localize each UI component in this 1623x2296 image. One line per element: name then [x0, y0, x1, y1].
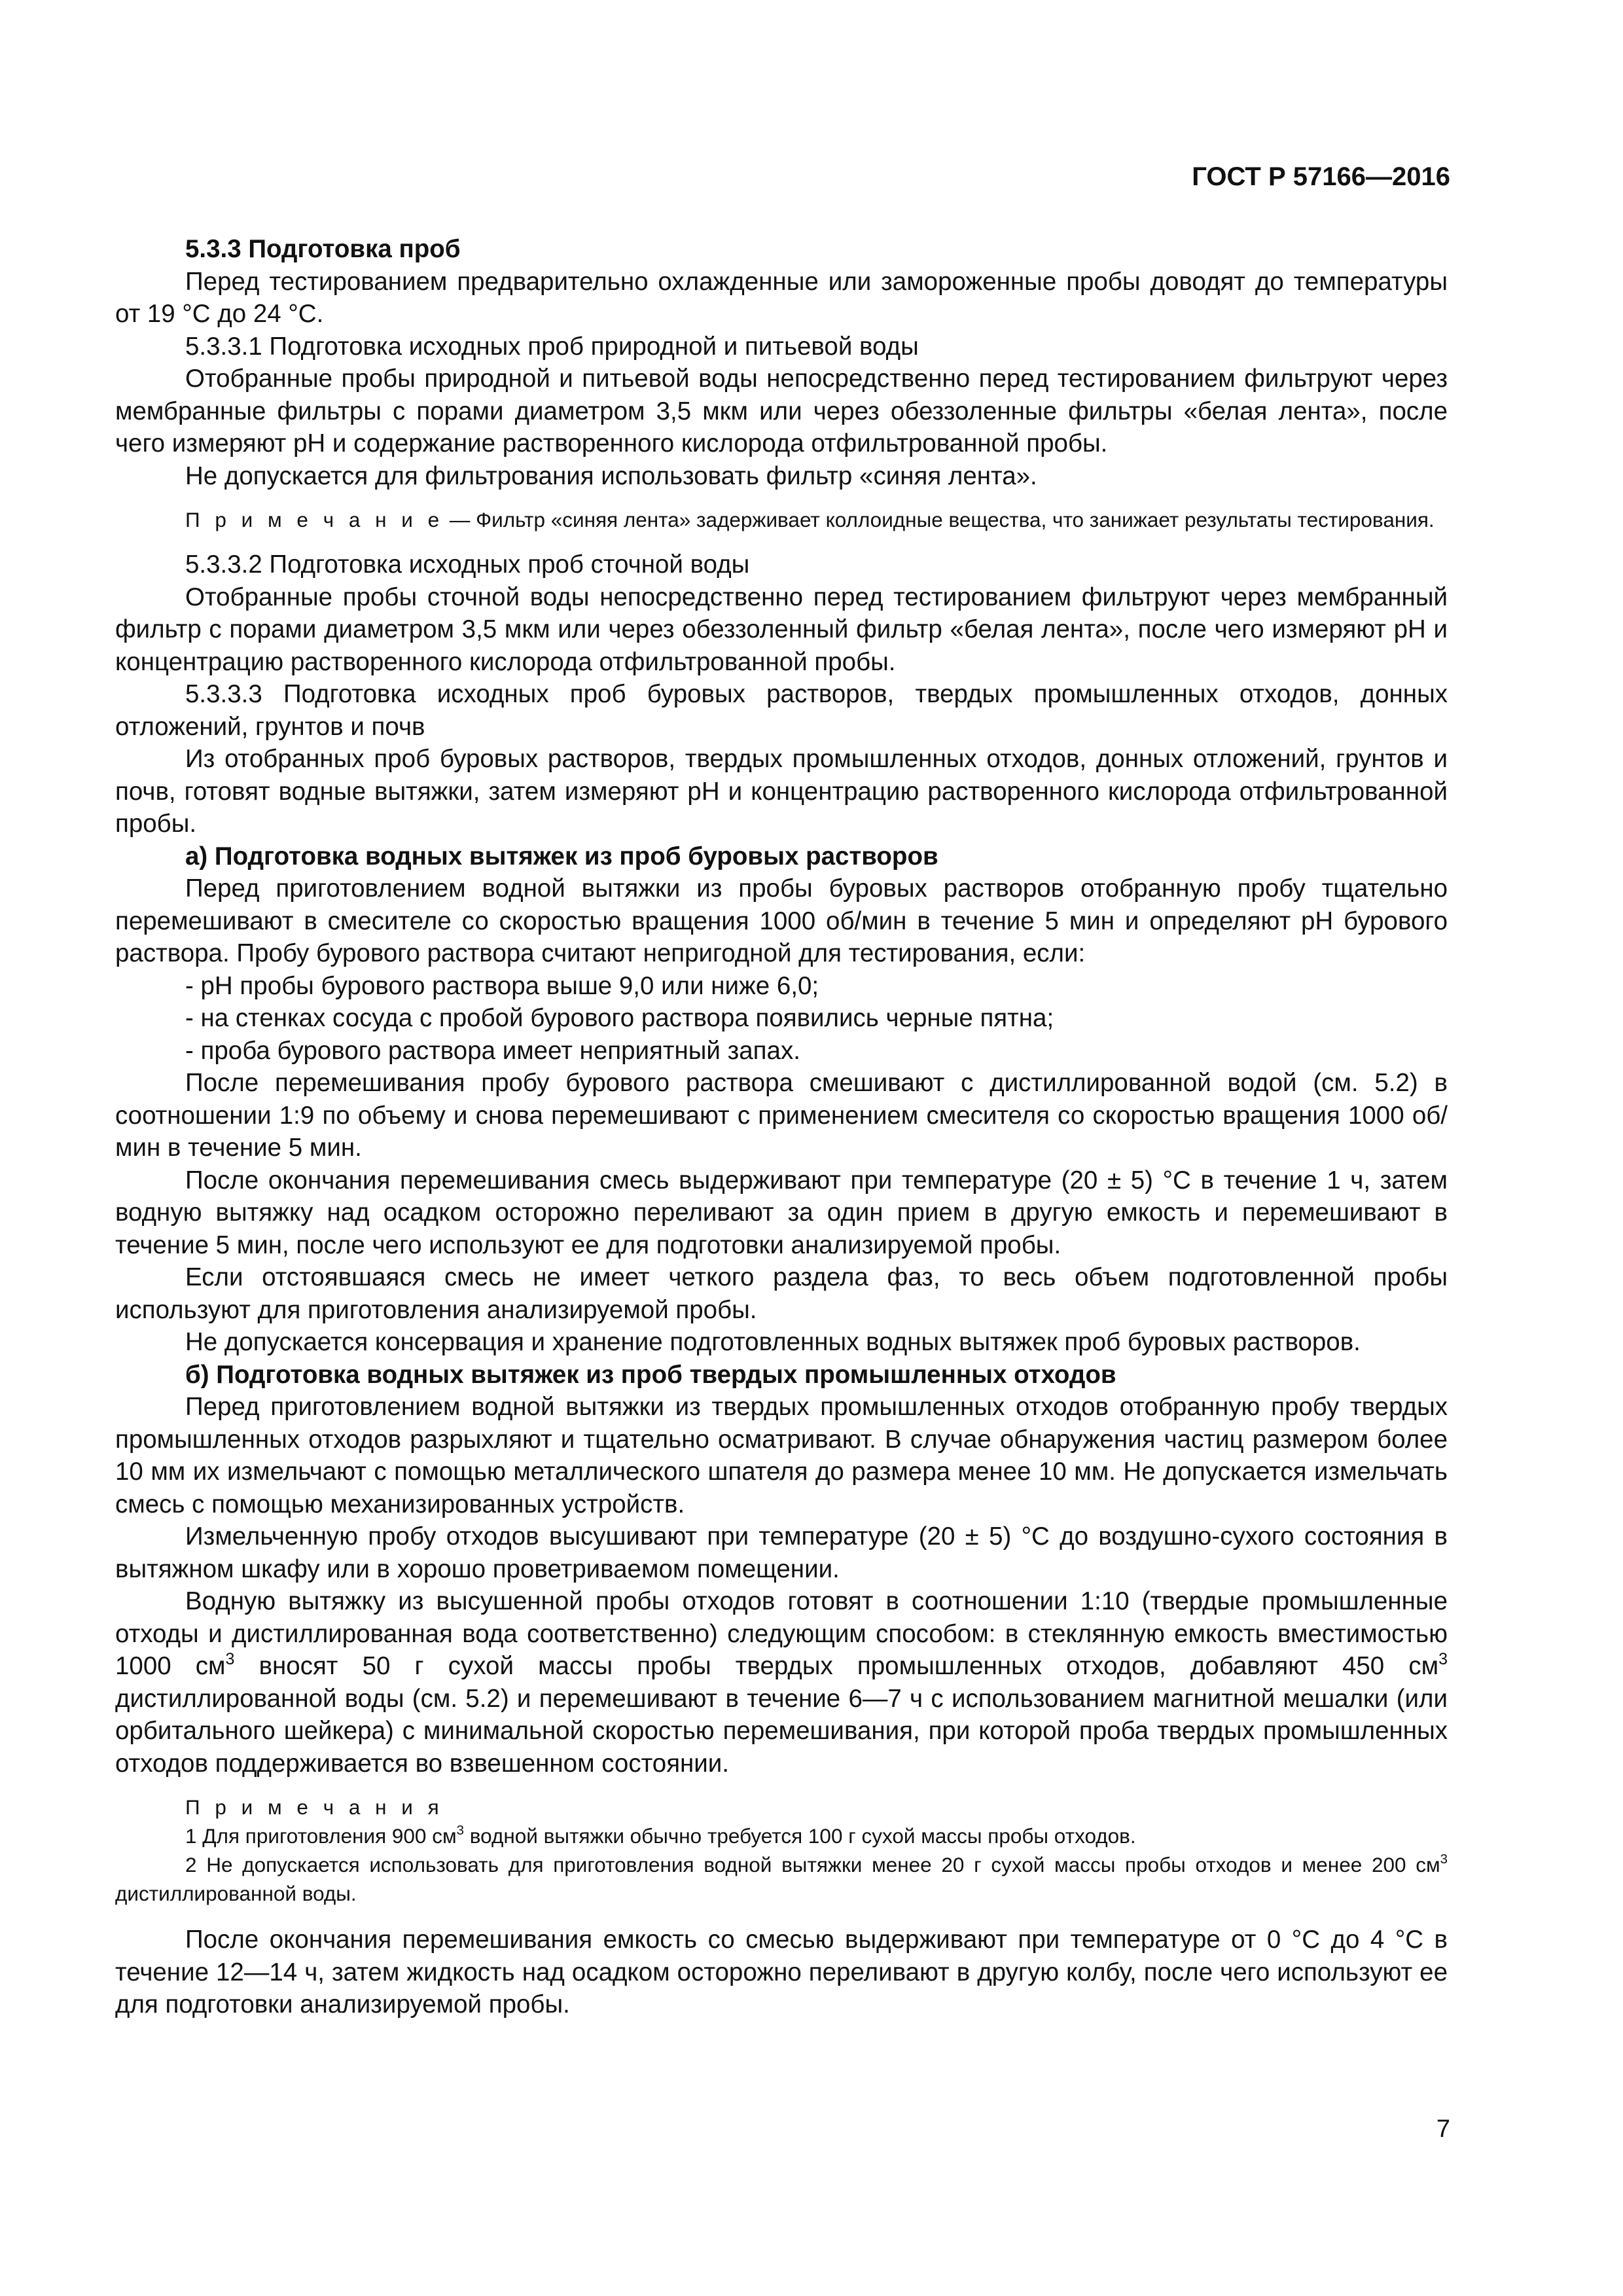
- paragraph: Не допускается консервация и хранение подготовленных водных вытяжек проб буровых растворов.: [185, 1328, 1361, 1356]
- note-text: — Фильтр «синяя лента» задерживает коллоидные вещества, что занижает результаты тестирования.: [444, 508, 1435, 531]
- note-text: дистиллированной воды.: [115, 1882, 357, 1905]
- superscript: 3: [456, 1823, 464, 1839]
- notes-title: П р и м е ч а н и я: [185, 1795, 444, 1819]
- paragraph: [115, 1585, 1448, 1780]
- subsection-title: 5.3.3.3 Подготовка исходных проб буровых растворов, твердых промышленных отходов, донных отложений, грунтов и почв: [115, 680, 1448, 741]
- part-title: а) Подготовка водных вытяжек из проб буровых растворов: [185, 842, 938, 870]
- paragraph: Из отобранных проб буровых растворов, твердых промышленных отходов, донных отложений, грунтов и почв, готовят водные вытяжки, затем измеряют pH и концентрацию растворенного кислорода отфильтрованной пробы.: [115, 745, 1448, 838]
- paragraph-text: дистиллированной воды (см. 5.2) и перемешивают в течение 6—7 ч с использованием магнитной мешалки (или орбитального шейкера) с минимальной скоростью перемешивания, при которой проба твердых промышленных отходов поддерживается во взвешенном состоянии.: [115, 1684, 1448, 1778]
- paragraph: После окончания перемешивания смесь выдерживают при температуре (20 ± 5) °C в течение 1 ч, затем водную вытяжку над осадком осторожно переливают за один прием в другую емкость и перемешивают в течение 5 мин, после чего используют ее для подготовки анализируемой пробы.: [115, 1166, 1448, 1259]
- note-text: водной вытяжки обычно требуется 100 г сухой массы пробы отходов.: [464, 1824, 1136, 1848]
- note-item: [115, 1821, 1448, 1850]
- list-item: - проба бурового раствора имеет неприятный запах.: [185, 1036, 800, 1065]
- paragraph: Если отстоявшаяся смесь не имеет четкого раздела фаз, то весь объем подготовленной пробы используют для приготовления анализируемой пробы.: [115, 1263, 1448, 1324]
- paragraph-text: Водную вытяжку из высушенной пробы отходов готовят в соотношении 1:10 (твердые промышленные отходы и дистиллированная вода соответственно) следующим способом: в стеклянную емкость вместимостью 1000 см: [115, 1587, 1448, 1680]
- paragraph-text: вносят 50 г сухой массы пробы твердых промышленных отходов, добавляют 450 см: [234, 1652, 1439, 1680]
- notes-block: [115, 1793, 1448, 1908]
- note-text: 1 Для приготовления 900 см: [185, 1824, 457, 1848]
- note: [115, 505, 1448, 534]
- page-number: 7: [1436, 2115, 1450, 2143]
- paragraph: Перед приготовлением водной вытяжки из пробы буровых растворов отобранную пробу тщательно перемешивают в смесителе со скоростью вращения 1000 об/мин в течение 5 мин и определяют pH бурового раствора. Пробу бурового раствора считают непригодной для тестирования, если:: [115, 874, 1448, 967]
- note-label: П р и м е ч а н и е: [185, 508, 444, 531]
- paragraph: Не допускается для фильтрования использовать фильтр «синяя лента».: [185, 461, 1037, 490]
- paragraph: Отобранные пробы сточной воды непосредственно перед тестированием фильтруют через мембранный фильтр с порами диаметром 3,5 мкм или через обеззоленный фильтр «белая лента», после чего измеряют pH и концентрацию растворенного кислорода отфильтрованной пробы.: [115, 583, 1448, 676]
- part-title: б) Подготовка водных вытяжек из проб твердых промышленных отходов: [185, 1360, 1116, 1389]
- superscript: 3: [1440, 1852, 1448, 1867]
- note-text: 2 Не допускается использовать для приготовления водной вытяжки менее 20 г сухой массы пробы отходов и менее 200 см: [185, 1853, 1440, 1876]
- list-item: - на стенках сосуда с пробой бурового раствора появились черные пятна;: [185, 1004, 1054, 1032]
- superscript: 3: [1438, 1649, 1448, 1668]
- document-body: [115, 233, 1448, 2021]
- paragraph: Перед тестированием предварительно охлажденные или замороженные пробы доводят до температуры от 19 °C до 24 °C.: [115, 267, 1448, 328]
- paragraph: Перед приготовлением водной вытяжки из твердых промышленных отходов отобранную пробу твердых промышленных отходов разрыхляют и тщательно осматривают. В случае обнаружения частиц размером более 10 мм их измельчают с помощью металлического шпателя до размера менее 10 мм. Не допускается измельчать смесь с помощью механизированных устройств.: [115, 1393, 1448, 1518]
- document-id: ГОСТ Р 57166—2016: [1192, 162, 1450, 191]
- paragraph: После окончания перемешивания емкость со смесью выдерживают при температуре от 0 °C до 4 °C в течение 12—14 ч, затем жидкость над осадком осторожно переливают в другую колбу, после чего используют ее для подготовки анализируемой пробы.: [115, 1926, 1448, 2018]
- paragraph: После перемешивания пробу бурового раствора смешивают с дистиллированной водой (см. 5.2) в соотношении 1:9 по объему и снова перемешивают с применением смесителя со скоростью вращения 1000 об/мин в течение 5 мин.: [115, 1069, 1448, 1162]
- section-title: 5.3.3 Подготовка проб: [185, 235, 461, 263]
- subsection-title: 5.3.3.1 Подготовка исходных проб природной и питьевой воды: [185, 332, 919, 361]
- subsection-title: 5.3.3.2 Подготовка исходных проб сточной воды: [185, 550, 750, 579]
- list-item: - pH пробы бурового раствора выше 9,0 или ниже 6,0;: [185, 971, 819, 1000]
- note-item: [115, 1850, 1448, 1908]
- paragraph: Отобранные пробы природной и питьевой воды непосредственно перед тестированием фильтруют через мембранные фильтры с порами диаметром 3,5 мкм или через обеззоленные фильтры «белая лента», после чего измеряют pH и содержание растворенного кислорода отфильтрованной пробы.: [115, 365, 1448, 457]
- paragraph: Измельченную пробу отходов высушивают при температуре (20 ± 5) °C до воздушно-сухого состояния в вытяжном шкафу или в хорошо проветриваемом помещении.: [115, 1522, 1448, 1583]
- superscript: 3: [225, 1649, 235, 1668]
